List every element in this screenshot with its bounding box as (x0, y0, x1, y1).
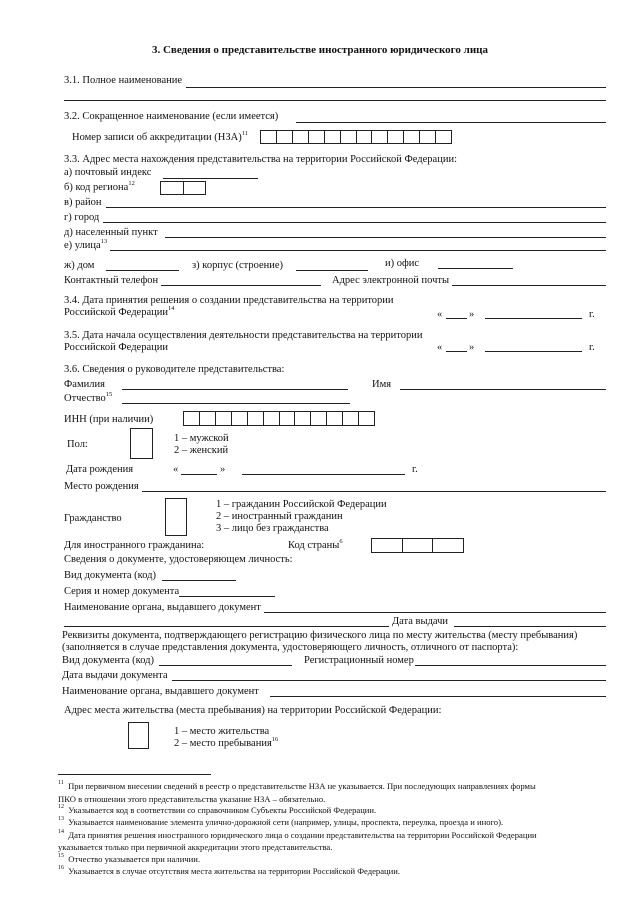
city-field[interactable] (103, 222, 606, 223)
footnote-13: $^{13}$ Указывается наименование элемента улично-дорожной сети (например, улицы, проспекта, переулка, проезда и иного). (58, 816, 504, 827)
name-field[interactable] (400, 389, 606, 390)
id-doc-issue-date-label: Дата выдачи (392, 616, 449, 627)
citizenship-option-2: 2 – иностранный гражданин (216, 511, 343, 522)
nza-label: Номер записи об аккредитации (НЗА)$^{11}$ (72, 130, 248, 143)
registration-doc-heading: Реквизиты документа, подтверждающего регистрацию физического лица по месту жительства (месту пребывания) (62, 630, 578, 641)
street-label: е) улица$^{13}$ (64, 238, 108, 251)
reg-issue-date-label: Дата выдачи документа (62, 670, 168, 681)
reg-issue-date-field[interactable] (172, 680, 606, 681)
gender-option-male: 1 – мужской (174, 433, 229, 444)
inn-label: ИНН (при наличии) (64, 414, 154, 425)
footnote-separator (58, 774, 211, 775)
start-day-field[interactable] (446, 351, 467, 352)
city-label: г) город (64, 212, 100, 223)
reg-number-label: Регистрационный номер (304, 655, 414, 666)
reg-authority-field[interactable] (270, 696, 606, 697)
section-3-2-label: 3.2. Сокращенное наименование (если имеется) (64, 111, 279, 122)
year-mark: г. (412, 464, 418, 475)
gender-label: Пол: (67, 439, 88, 450)
citizenship-option-3: 3 – лицо без гражданства (216, 523, 329, 534)
reg-doc-type-label: Вид документа (код) (62, 655, 155, 666)
residence-option-2: 2 – место пребывания$^{16}$ (174, 736, 279, 749)
footnote-11-line-1: $^{11}$ При первичном внесении сведений в реестр о представительстве НЗА не указывается. При последующих направлениях формы (58, 780, 536, 791)
office-field[interactable] (438, 268, 513, 269)
start-month-year-field[interactable] (485, 351, 582, 352)
district-label: в) район (64, 197, 102, 208)
patronymic-label: Отчество$^{15}$ (64, 391, 113, 404)
settlement-field[interactable] (165, 237, 606, 238)
date-open-quote: « (437, 342, 443, 353)
date-close-quote: » (469, 342, 475, 353)
surname-label: Фамилия (64, 379, 105, 390)
id-document-heading: Сведения о документе, удостоверяющем личность: (64, 554, 293, 565)
office-label: и) офис (385, 258, 420, 269)
reg-authority-label: Наименование органа, выдавшего документ (62, 686, 259, 697)
residence-code-box[interactable] (128, 722, 149, 749)
year-mark: г. (589, 342, 595, 353)
email-label: Адрес электронной почты (332, 275, 450, 286)
section-3-6-label: 3.6. Сведения о руководителе представительства: (64, 364, 285, 375)
section-3-1-label: 3.1. Полное наименование (64, 75, 183, 86)
gender-code-box[interactable] (130, 428, 153, 459)
foreign-citizen-label: Для иностранного гражданина: (64, 540, 205, 551)
section-3-3-label: 3.3. Адрес места нахождения представительства на территории Российской Федерации: (64, 154, 457, 165)
id-doc-authority-field-line-2[interactable] (64, 626, 389, 627)
date-close-quote: » (469, 309, 475, 320)
gender-option-female: 2 – женский (174, 445, 229, 456)
page-title: 3. Сведения о представительстве иностранного юридического лица (151, 44, 489, 56)
country-code-label: Код страны$^6$ (288, 538, 343, 551)
reg-number-field[interactable] (415, 665, 606, 666)
citizenship-label: Гражданство (64, 513, 122, 524)
decision-day-field[interactable] (446, 318, 467, 319)
birth-month-year-field[interactable] (242, 474, 405, 475)
id-doc-series-label: Серия и номер документа (64, 586, 180, 597)
year-mark: г. (589, 309, 595, 320)
id-doc-issue-date-field[interactable] (454, 626, 606, 627)
birth-place-label: Место рождения (64, 481, 139, 492)
id-doc-series-field[interactable] (179, 596, 275, 597)
section-3-5-label-line-1: 3.5. Дата начала осуществления деятельности представительства на территории (64, 330, 423, 341)
patronymic-field[interactable] (122, 403, 350, 404)
decision-month-year-field[interactable] (485, 318, 582, 319)
footnote-12: $^{12}$ Указывается код в соответствии со справочником Субъекты Российской Федерации. (58, 804, 377, 815)
postal-code-label: а) почтовый индекс (64, 167, 152, 178)
id-doc-type-label: Вид документа (код) (64, 570, 157, 581)
id-doc-authority-field[interactable] (264, 612, 606, 613)
region-code-cells[interactable] (160, 181, 206, 195)
house-field[interactable] (106, 270, 179, 271)
footnote-11-line-2: ПКО в отношении этого представительства указание НЗА – обязательно. (58, 794, 326, 804)
date-close-quote: » (220, 464, 226, 475)
registration-doc-note: (заполняется в случае представления документа, удостоверяющего личность, отличного от паспорта): (62, 642, 519, 653)
name-label: Имя (372, 379, 392, 390)
house-label: ж) дом (64, 260, 95, 271)
section-3-4-label-line-1: 3.4. Дата принятия решения о создании представительства на территории (64, 295, 394, 306)
reg-doc-type-field[interactable] (159, 665, 292, 666)
country-code-cells[interactable] (371, 538, 464, 553)
footnote-14-line-2: указывается только при первичной аккредитации этого представительства. (58, 842, 333, 852)
birth-day-field[interactable] (181, 474, 217, 475)
birth-date-label: Дата рождения (66, 464, 134, 475)
street-field[interactable] (110, 250, 606, 251)
residence-option-1: 1 – место жительства (174, 726, 270, 737)
footnote-14-line-1: $^{14}$ Дата принятия решения иностранного юридического лица о создании представительства на территории Российской Федерации (58, 829, 537, 840)
full-name-field[interactable] (186, 87, 606, 88)
building-label: з) корпус (строение) (192, 260, 284, 271)
district-field[interactable] (106, 207, 606, 208)
date-open-quote: « (173, 464, 179, 475)
full-name-field-line-2[interactable] (64, 100, 606, 101)
surname-field[interactable] (122, 389, 348, 390)
id-doc-type-field[interactable] (162, 580, 236, 581)
section-3-4-label-line-2: Российской Федерации$^{14}$ (64, 305, 175, 318)
nza-input-cells[interactable] (260, 130, 452, 144)
section-3-5-label-line-2: Российской Федерации (64, 342, 168, 353)
postal-code-field[interactable] (163, 178, 258, 179)
id-doc-authority-label: Наименование органа, выдавшего документ (64, 602, 261, 613)
email-field[interactable] (452, 285, 606, 286)
date-open-quote: « (437, 309, 443, 320)
citizenship-code-box[interactable] (165, 498, 187, 536)
short-name-field[interactable] (296, 122, 606, 123)
inn-input-cells[interactable] (183, 411, 375, 426)
building-field[interactable] (296, 270, 368, 271)
phone-field[interactable] (161, 285, 321, 286)
phone-label: Контактный телефон (64, 275, 159, 286)
citizenship-option-1: 1 – гражданин Российской Федерации (216, 499, 387, 510)
footnote-16: $^{16}$ Указывается в случае отсутствия места жительства на территории Российской Федерации. (58, 865, 400, 876)
residence-heading: Адрес места жительства (места пребывания) на территории Российской Федерации: (64, 705, 442, 716)
footnote-15: $^{15}$ Отчество указывается при наличии. (58, 853, 200, 864)
birth-place-field[interactable] (142, 491, 606, 492)
settlement-label: д) населенный пункт (64, 227, 158, 238)
region-code-label: б) код региона$^{12}$ (64, 180, 135, 193)
